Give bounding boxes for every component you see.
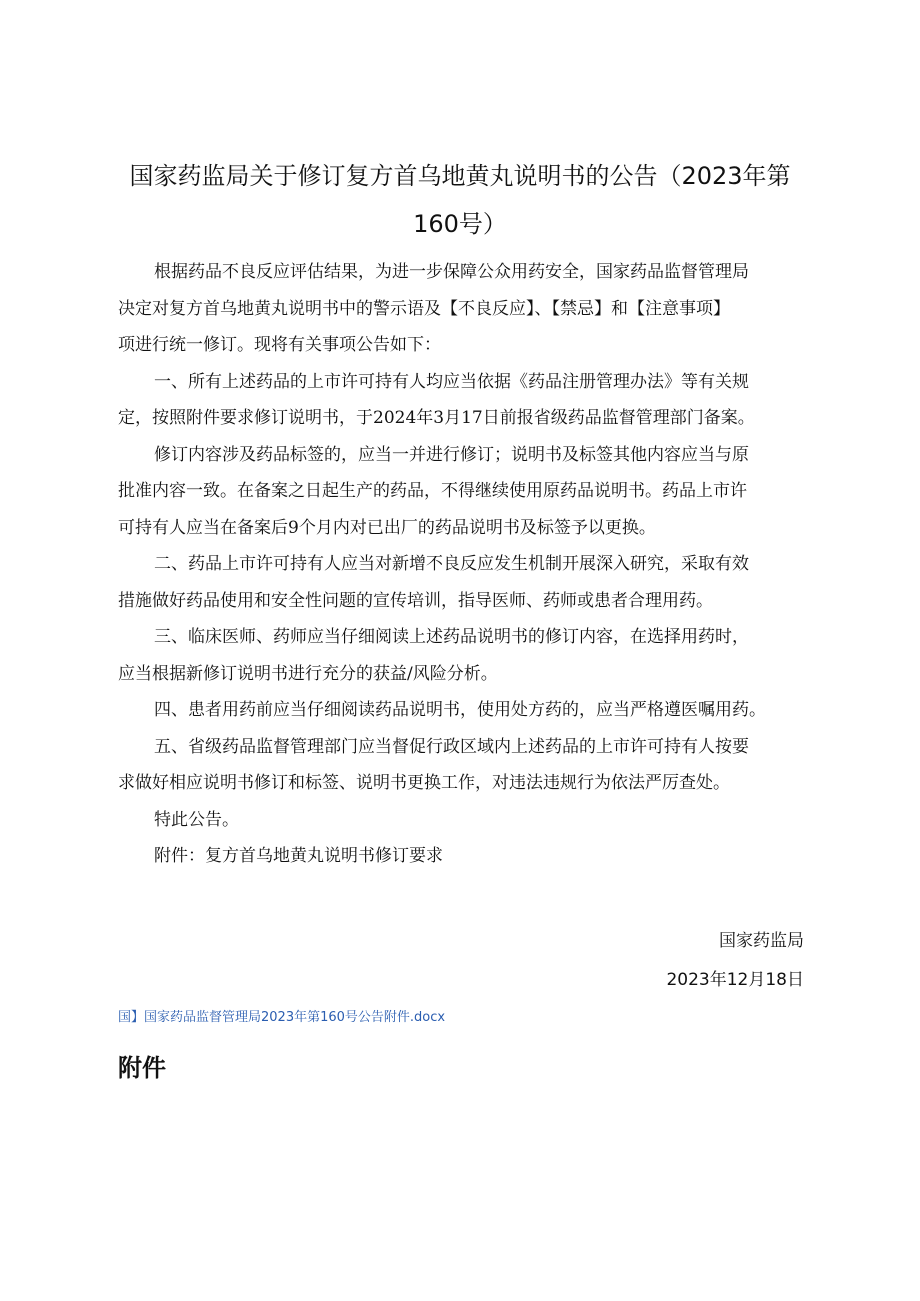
paragraph-item-5-line-1: 五、省级药品监督管理部门应当督促行政区域内上述药品的上市许可持有人按要 xyxy=(154,736,749,757)
paragraph-item-1-cont-line-3: 可持有人应当在备案后9个月内对已出厂的药品说明书及标签予以更换。 xyxy=(118,517,656,538)
document-title-line-2: 160号） xyxy=(413,210,507,238)
appendix-heading: 附件 xyxy=(118,1054,166,1082)
paragraph-item-3-line-2: 应当根据新修订说明书进行充分的获益/风险分析。 xyxy=(118,663,498,684)
paragraph-item-2-line-2: 措施做好药品使用和安全性问题的宣传培训，指导医师、药师或患者合理用药。 xyxy=(118,590,713,611)
paragraph-attachment-note: 附件：复方首乌地黄丸说明书修订要求 xyxy=(154,846,443,866)
paragraph-item-1-cont-line-1: 修订内容涉及药品标签的，应当一并进行修订；说明书及标签其他内容应当与原 xyxy=(154,444,749,465)
paragraph-item-1-line-2: 定，按照附件要求修订说明书，于2024年3月17日前报省级药品监督管理部门备案。 xyxy=(118,408,755,428)
document-title-line-1: 国家药监局关于修订复方首乌地黄丸说明书的公告（2023年第 xyxy=(129,162,791,190)
paragraph-item-2-line-1: 二、药品上市许可持有人应当对新增不良反应发生机制开展深入研究，采取有效 xyxy=(154,554,749,574)
paragraph-intro-line-2: 决定对复方首乌地黄丸说明书中的警示语及【不良反应】、【禁忌】和【注意事项】 xyxy=(118,298,730,319)
signature-organization: 国家药监局 xyxy=(719,931,804,951)
paragraph-intro-line-1: 根据药品不良反应评估结果，为进一步保障公众用药安全，国家药品监督管理局 xyxy=(154,262,749,282)
paragraph-item-1-line-1: 一、所有上述药品的上市许可持有人均应当依据《药品注册管理办法》等有关规 xyxy=(154,371,749,392)
paragraph-item-1-cont-line-2: 批准内容一致。在备案之日起生产的药品，不得继续使用原药品说明书。药品上市许 xyxy=(118,481,747,501)
paragraph-item-4-line-1: 四、患者用药前应当仔细阅读药品说明书，使用处方药的，应当严格遵医嘱用药。 xyxy=(154,700,766,720)
paragraph-closing: 特此公告。 xyxy=(154,809,239,830)
paragraph-item-5-line-2: 求做好相应说明书修订和标签、说明书更换工作，对违法违规行为依法严厉查处。 xyxy=(118,773,730,793)
paragraph-item-3-line-1: 三、临床医师、药师应当仔细阅读上述药品说明书的修订内容，在选择用药时， xyxy=(154,627,749,647)
document-body xyxy=(118,254,808,875)
signature-date: 2023年12月18日 xyxy=(666,970,804,990)
attachment-file-link[interactable]: 国】国家药品监督管理局2023年第160号公告附件.docx xyxy=(118,1010,446,1025)
paragraph-intro-line-3: 项进行统一修订。现将有关事项公告如下： xyxy=(118,335,441,355)
